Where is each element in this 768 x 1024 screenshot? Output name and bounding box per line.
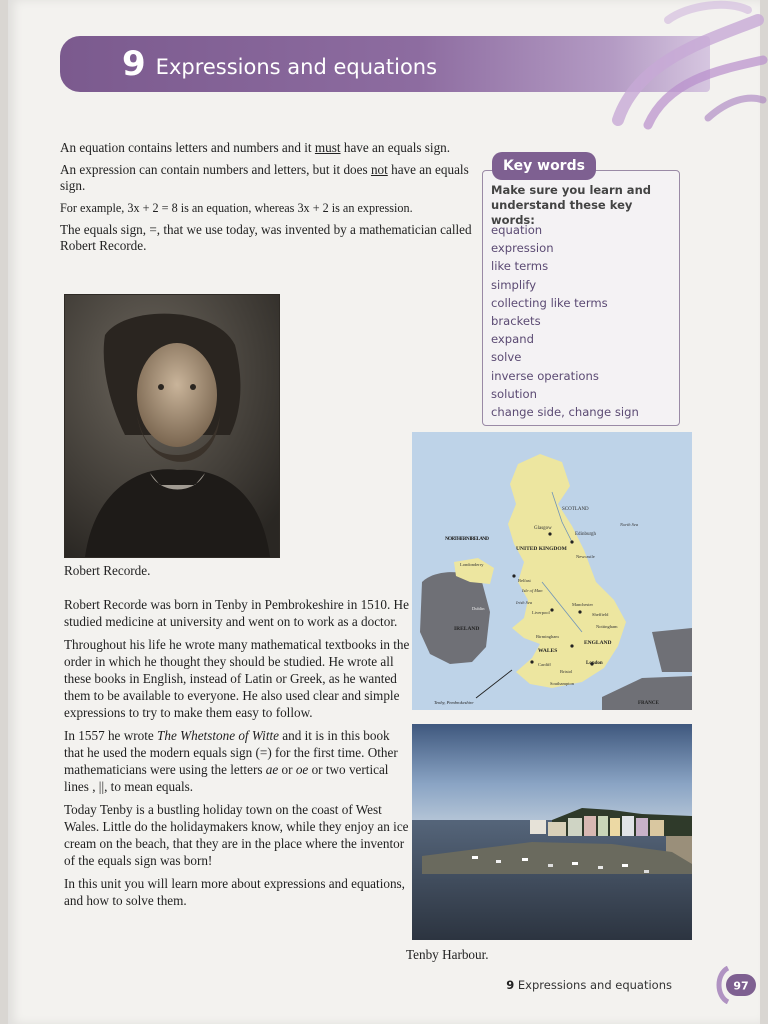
textbook-page — [8, 0, 760, 1024]
text-run: An expression can contain numbers and letters, but it does — [60, 162, 371, 177]
map-label: Londonderry — [460, 562, 484, 567]
map-label: North Sea — [620, 522, 639, 527]
key-word: solve — [491, 350, 522, 365]
portrait-caption: Robert Recorde. — [64, 563, 151, 578]
map-label: Liverpool — [532, 610, 550, 615]
key-words-list — [491, 221, 639, 421]
map-label: NORTHERN IRELAND — [445, 536, 489, 542]
text-run: or — [278, 762, 296, 777]
text-run: oe — [295, 762, 309, 777]
map-label: Glasgow — [534, 526, 552, 531]
map-label: Birmingham — [536, 634, 559, 639]
portrait-image — [65, 295, 279, 557]
tenby-harbour-photo — [412, 724, 692, 940]
body-paragraph: In this unit you will learn more about expressions and equations, and how to solve them. — [64, 876, 405, 908]
book-title: The Whetstone of Witte — [157, 728, 279, 743]
intro-paragraph — [60, 140, 480, 156]
map-label: Manchester — [572, 602, 593, 607]
key-word: expand — [491, 332, 534, 347]
page-footer — [506, 978, 672, 992]
intro-paragraph — [60, 162, 480, 194]
chapter-title: Expressions and equations — [155, 55, 438, 79]
body-paragraph — [64, 727, 410, 795]
map-label: Edinburgh — [575, 532, 597, 537]
underlined-word: not — [370, 162, 388, 177]
map-label: Irish Sea — [516, 600, 533, 605]
key-words-box — [482, 170, 680, 426]
body-paragraph: Today Tenby is a bustling holiday town on the coast of West Wales. Little do the holidaymakers know, while they enjoy an ice cream on the beach, that they are in the place where the inventor of the equals sign was born! — [64, 802, 409, 868]
map-label: Newcastle — [576, 554, 595, 559]
text-run: and it is in this book that he used the modern equals sign (=) for the first time. Other mathematicians were using the letters — [64, 728, 398, 777]
text-run: have an equals sign. — [340, 140, 451, 155]
text-run: ae — [265, 762, 279, 777]
key-word: brackets — [491, 314, 541, 329]
map-label: Belfast — [518, 578, 531, 583]
key-word: inverse operations — [491, 368, 599, 383]
key-word: expression — [491, 241, 554, 256]
map-label: Bristol — [560, 669, 573, 674]
footer-chapter-number: 9 — [506, 978, 515, 992]
map-label: Tenby, Pembrokeshire — [434, 700, 474, 705]
decorative-swirl-icon — [598, 0, 768, 130]
key-word: like terms — [491, 259, 549, 274]
page-number-badge — [714, 966, 758, 1004]
map-label: FRANCE — [638, 701, 659, 706]
map-label: WALES — [538, 648, 558, 654]
map-label: Cardiff — [538, 662, 551, 667]
page-number: 97 — [733, 979, 749, 993]
underlined-word: must — [314, 140, 341, 155]
map-image — [412, 432, 692, 710]
text-run: have an equals sign. — [60, 162, 469, 193]
map-label: London — [586, 661, 603, 666]
body-paragraph: Throughout his life he wrote many mathematical textbooks in the order in which he thought they should be studied. He wrote all these books in English, instead of Latin or Greek, as he wanted them to be available to everyone. He also used clear and simple expressions to try to make them easy to follow. — [64, 637, 410, 720]
map-label: Dublin — [472, 606, 485, 611]
body-paragraph: Robert Recorde was born in Tenby in Pembrokeshire in 1510. He studied medicine at university and went on to work as a doctor. — [64, 597, 409, 629]
harbour-image — [412, 724, 692, 940]
map-label: UNITED KINGDOM — [516, 546, 567, 552]
key-words-lead: Make sure you learn and understand these key words: — [491, 183, 651, 227]
map-label: SCOTLAND — [562, 507, 589, 512]
uk-map — [412, 432, 692, 710]
chapter-number: 9 — [122, 44, 146, 84]
robert-recorde-portrait — [64, 294, 280, 558]
photo-caption: Tenby Harbour. — [406, 947, 489, 962]
text-run: An equation contains letters and numbers and it — [60, 140, 315, 155]
intro-text — [60, 140, 480, 260]
key-word: solution — [491, 386, 537, 401]
map-label: ENGLAND — [584, 640, 612, 646]
map-label: Sheffield — [592, 612, 609, 617]
intro-example: For example, 3x + 2 = 8 is an equation, whereas 3x + 2 is an expression. — [60, 201, 413, 215]
key-word: change side, change sign — [491, 405, 639, 420]
key-word: equation — [491, 223, 543, 237]
map-label: Southampton — [550, 681, 575, 686]
key-word: simplify — [491, 277, 537, 292]
intro-paragraph: The equals sign, =, that we use today, was invented by a mathematician called Robert Recorde. — [60, 222, 472, 253]
body-text — [64, 596, 410, 915]
map-label: Nottingham — [596, 624, 618, 629]
text-run: or two vertical lines , ||, to mean equals. — [64, 762, 389, 794]
footer-chapter-title: Expressions and equations — [517, 978, 672, 992]
key-words-tab: Key words — [492, 152, 596, 180]
map-label: IRELAND — [454, 626, 480, 632]
key-word: collecting like terms — [491, 295, 608, 310]
text-run: In 1557 he wrote — [64, 728, 158, 743]
map-label: Isle of Man — [522, 588, 543, 593]
